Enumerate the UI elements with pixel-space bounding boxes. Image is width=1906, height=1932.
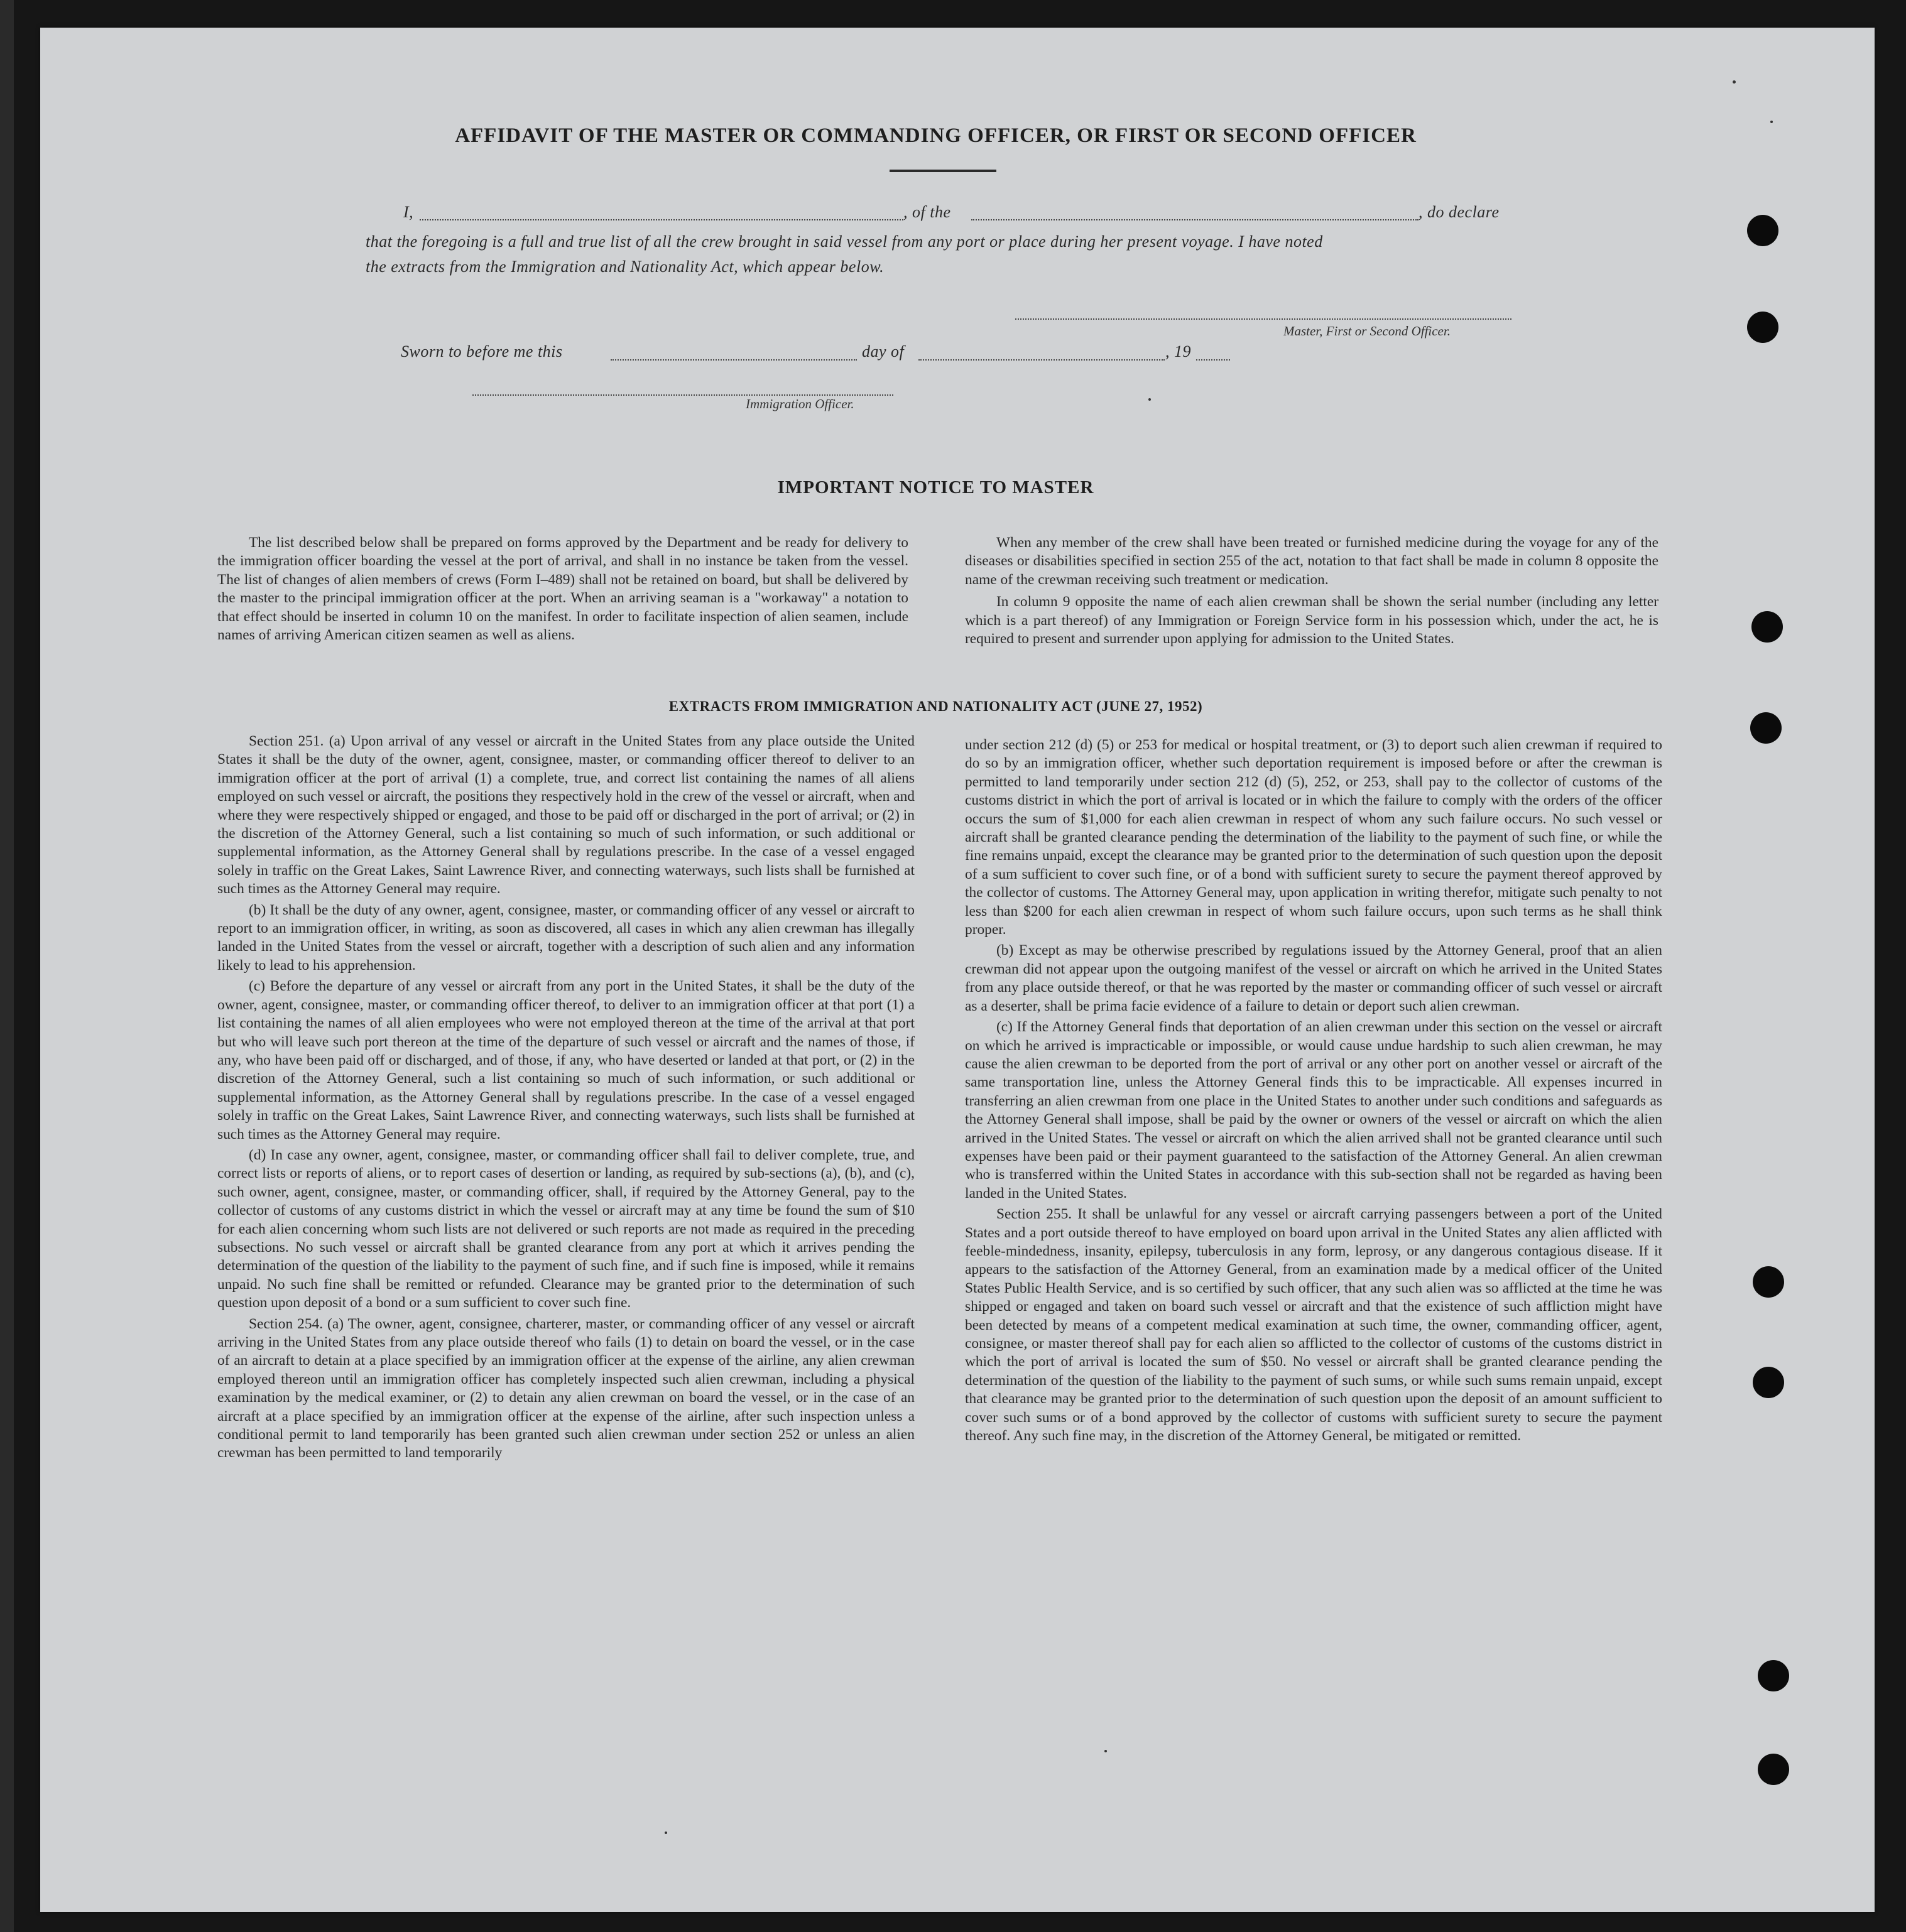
binder-hole-7	[1758, 1660, 1789, 1691]
decl-i: I,	[403, 203, 414, 221]
scan-speck	[665, 1832, 667, 1834]
day-of-text: day of	[862, 342, 905, 361]
binder-hole-1	[1747, 215, 1778, 246]
notice-right-paragraph: In column 9 opposite the name of each alien crewman shall be shown the serial number (including any letter which is a part thereof) of any Immigration or Foreign Service form in his possession which, under the act, he is required to present and surrender upon applying for admission to the United States.	[965, 594, 1658, 648]
affidavit-title: AFFIDAVIT OF THE MASTER OR COMMANDING OFFICER, OR FIRST OR SECOND OFFICER	[455, 124, 1417, 147]
decl-line-2: that the foregoing is a full and true list of all the crew brought in said vessel from any port or place during her present voyage. I have noted	[366, 232, 1323, 251]
sworn-day-blank[interactable]	[611, 359, 857, 361]
officer-signature-caption: Immigration Officer.	[746, 396, 854, 411]
binder-hole-6	[1753, 1367, 1784, 1398]
binder-hole-8	[1758, 1754, 1789, 1785]
extracts-right-column	[965, 736, 1662, 1448]
scan-speck	[1148, 398, 1151, 401]
sworn-text: Sworn to before me this	[401, 342, 563, 361]
title-rule	[890, 170, 996, 172]
scan-speck	[1733, 80, 1736, 84]
section-paragraph: under section 212 (d) (5) or 253 for medical or hospital treatment, or (3) to deport such alien crewman if required to do so by an immigration officer, whether such deportation requirement is imposed before or after the crewman is permitted to land temporarily under section 212 (d) (5), 252, or 253, shall pay to the collector of customs of the customs district in which the port of arrival is located or in which the failure to comply with the orders of the officer occurs the sum of $1,000 for each alien crewman in respect of whom any such failure occurs. No such vessel or aircraft shall be granted clearance pending the determination of the liability to the payment of such fine, or while the fine remains unpaid, except the clearance may be granted prior to the determination of such question upon the deposit of a sum sufficient to cover such fine, or of a bond with sufficient surety to secure the payment thereof approved by the collector of customs. The Attorney General may, upon application in writing therefor, mitigate such penalty to not less than $200 for each alien crewman in respect of whom such failure occurs, upon such terms as he shall think proper.	[965, 737, 1662, 938]
sworn-month-blank[interactable]	[918, 359, 1165, 361]
decl-of-the: , of the	[903, 203, 951, 221]
decl-do-declare: , do declare	[1419, 203, 1500, 221]
notice-right-column	[965, 534, 1658, 651]
section-paragraph: Section 254. (a) The owner, agent, consignee, charterer, master, or commanding officer of any vessel or aircraft arriving in the United States from any place outside thereof who fails (1) to detain on board the vessel, or in the case of an aircraft to detain at a place specified by an immigration officer at the expense of the airline, any alien crewman employed thereon until an immigration officer has completely inspected such alien crewman, including a physical examination by the medical examiner, or (2) to detain any alien crewman on board the vessel, or in the case of an aircraft at a place specified by an immigration officer at the expense of the airline, after such inspection unless a conditional permit to land temporarily has been granted such alien crewman under section 252 or unless an alien crewman has been permitted to land temporarily	[217, 1315, 915, 1462]
officer-signature-line[interactable]	[472, 394, 893, 396]
scan-border	[0, 0, 14, 1932]
binder-hole-5	[1753, 1266, 1784, 1298]
section-paragraph: Section 251. (a) Upon arrival of any vessel or aircraft in the United States from any place outside the United States it shall be the duty of the owner, agent, consignee, master, or commanding officer thereof to deliver to an immigration officer at the port of arrival (1) a complete, true, and correct list containing the names of all aliens employed on such vessel or aircraft, the positions they respectively hold in the crew of the vessel or aircraft, when and where they were respectively shipped or engaged, and those to be paid off or discharged in the port of arrival; or (2) in the discretion of the Attorney General, such a list containing so much of such information, or such additional or supplemental information, as the Attorney General shall by regulations prescribe. In the case of a vessel engaged solely in traffic on the Great Lakes, Saint Lawrence River, and connecting waterways, such lists shall be furnished at such times as the Attorney General may require.	[217, 733, 915, 898]
binder-hole-2	[1747, 312, 1778, 343]
binder-hole-3	[1751, 611, 1783, 643]
section-paragraph: (b) It shall be the duty of any owner, agent, consignee, master, or commanding officer of any vessel or aircraft to report to an immigration officer, in writing, as soon as discovered, all cases in which any alien crewman has illegally landed in the United States from the vessel or aircraft, together with a description of such alien and any information likely to lead to his apprehension.	[217, 901, 915, 974]
master-signature-caption: Master, First or Second Officer.	[1283, 323, 1451, 339]
extracts-left-column	[217, 732, 915, 1465]
scan-speck	[1104, 1750, 1107, 1752]
sworn-year-blank[interactable]	[1196, 359, 1230, 361]
section-paragraph: (c) Before the departure of any vessel or aircraft from any port in the United States, it shall be the duty of the owner, agent, consignee, master, or commanding officer thereof, to deliver to an immigration officer at that port (1) a list containing the names of all alien employees who were not employed thereon at the time of the arrival at that port but who will leave such port thereon at the time of the departure of such vessel or aircraft and the names of those, if any, who have been paid off or discharged, and of those, if any, who have deserted or landed at that port, or (2) in the discretion of the Attorney General, such a list containing so much of such information, or such additional or supplemental information, as the Attorney General shall by regulations prescribe. In the case of a vessel engaged solely in traffic on the Great Lakes, Saint Lawrence River, and connecting waterways, such lists shall be furnished at such times as the Attorney General may require.	[217, 978, 915, 1142]
vessel-blank[interactable]	[971, 219, 1419, 220]
section-paragraph: (c) If the Attorney General finds that deportation of an alien crewman under this section on the vessel or aircraft on which he arrived is impracticable or impossible, or would cause undue hardship to such alien crewman, he may cause the alien crewman to be deported from the port of arrival or any other port on another vessel or aircraft of the same transportation line, unless the Attorney General finds this to be impracticable. All expenses incurred in transferring an alien crewman from one place in the United States to another under such conditions and safeguards as the Attorney General shall impose, shall be paid by the owner or owners of the vessel or aircraft on which the alien arrived in the United States. The vessel or aircraft on which the alien arrived shall not be granted clearance until such expenses have been paid or their payment guaranteed to the satisfaction of the Attorney General. An alien crewman who is transferred within the United States in accordance with this sub-section shall not be regarded as having been landed in the United States.	[965, 1019, 1662, 1202]
section-paragraph: (b) Except as may be otherwise prescribed by regulations issued by the Attorney General, proof that an alien crewman did not appear upon the outgoing manifest of the vessel or aircraft on which he arrived in the United States from any place outside thereof, or that he was reported by the master or commanding officer of such vessel or aircraft as a deserter, shall be prima facie evidence of a failure to detain or deport such alien crewman.	[965, 942, 1662, 1014]
year-text: , 19	[1165, 342, 1191, 361]
name-blank[interactable]	[420, 219, 903, 220]
master-signature-line[interactable]	[1015, 318, 1511, 320]
decl-line-3: the extracts from the Immigration and Nationality Act, which appear below.	[366, 258, 885, 276]
scan-speck	[1770, 121, 1773, 123]
section-paragraph: (d) In case any owner, agent, consignee, master, or commanding officer shall fail to deliver complete, true, and correct lists or reports of aliens, or to report cases of desertion or landing, as required by sub-sections (a), (b), and (c), such owner, agent, consignee, master, or commanding officer, shall, if required by the Attorney General, pay to the collector of customs of any customs district in which the vessel or aircraft may at any time be found the sum of $10 for each alien concerning whom such lists are not delivered or such reports are not made as required in the preceding subsections. No such vessel or aircraft shall be granted clearance from any port at which it arrives pending the determination of the question of the liability to the payment of such fine, and if such fine is imposed, while it remains unpaid. No such fine shall be remitted or refunded. Clearance may be granted prior to the determination of such question upon deposit of a bond or a sum sufficient to cover such fine.	[217, 1146, 915, 1311]
extracts-title: EXTRACTS FROM IMMIGRATION AND NATIONALITY ACT (JUNE 27, 1952)	[668, 698, 1203, 714]
notice-title: IMPORTANT NOTICE TO MASTER	[777, 477, 1094, 497]
notice-left-paragraph: The list described below shall be prepared on forms approved by the Department and be ready for delivery to the immigration officer boarding the vessel at the port of arrival, and shall in no instance be taken from the vessel. The list of changes of alien members of crews (Form I–489) shall not be retained on board, but shall be delivered by the master to the principal immigration officer at the port. When an arriving seaman is a "workaway" a notation to that effect should be inserted in column 10 on the manifest. In order to facilitate inspection of alien seamen, include names of arriving American citizen seamen as well as aliens.	[217, 535, 908, 644]
notice-right-paragraph: When any member of the crew shall have been treated or furnished medicine during the voyage for any of the diseases or disabilities specified in section 255 of the act, notation to that fact shall be made in column 8 opposite the name of the crewman receiving such treatment or medication.	[965, 535, 1658, 588]
binder-hole-4	[1750, 712, 1782, 744]
section-paragraph: Section 255. It shall be unlawful for any vessel or aircraft carrying passengers between a port of the United States and a port outside thereof to have employed on board upon arrival in the United States any alien afflicted with feeble-mindedness, insanity, epilepsy, tuberculosis in any form, leprosy, or any dangerous contagious disease. If it appears to the satisfaction of the Attorney General, from an examination made by a medical officer of the United States Public Health Service, and is so certified by such officer, that any such alien was so afflicted at the time he was shipped or engaged and taken on board such vessel or aircraft and that the existence of such affliction might have been detected by means of a competent medical examination at such time, the owner, commanding officer, agent, consignee, or master thereof shall pay for each alien so afflicted to the collector of customs of the customs district in which the port of arrival is located the sum of $50. No vessel or aircraft shall be granted clearance pending the determination of the question of the liability to the payment of such sums, or while such sums remain unpaid, except that clearance may be granted prior to the determination of such question upon the deposit of an amount sufficient to cover such sums or of a bond approved by the collector of customs with sufficient surety to secure the payment thereof. Any such fine may, in the discretion of the Attorney General, be mitigated or remitted.	[965, 1206, 1662, 1445]
notice-left-column	[217, 534, 908, 647]
